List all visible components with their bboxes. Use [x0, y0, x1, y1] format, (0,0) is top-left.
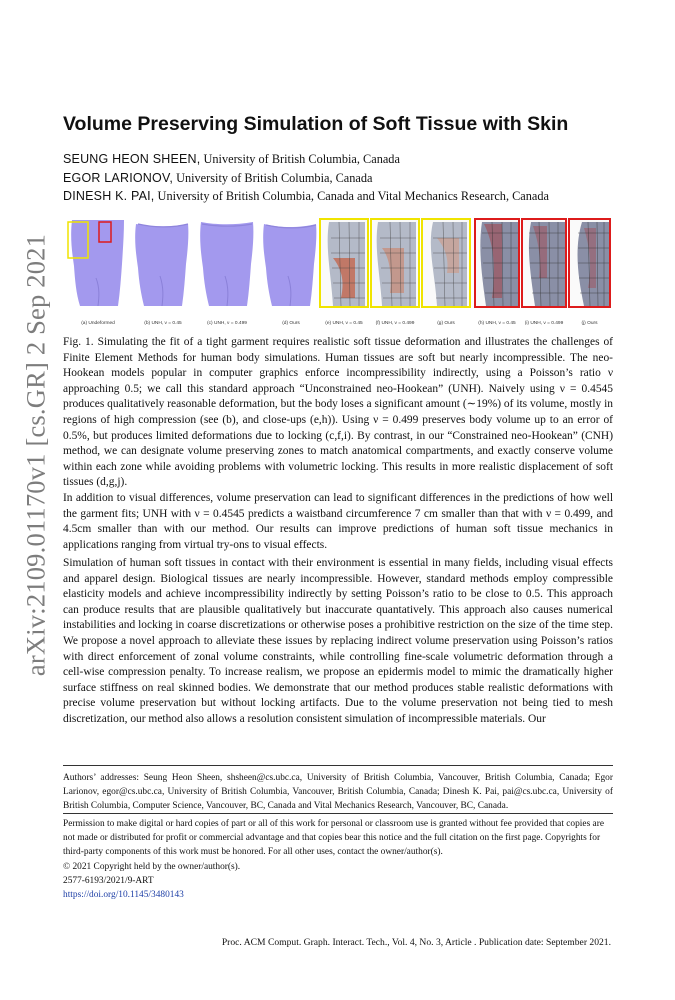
body-simulation-image: [132, 218, 194, 318]
panel-label: (g) Ours: [437, 321, 455, 326]
closeup-mesh-image: [319, 218, 369, 318]
panel-label: (e) UNH, ν = 0.45: [325, 321, 363, 326]
body-simulation-image: [196, 218, 258, 318]
closeup-mesh-image: [474, 218, 520, 318]
author-affiliation: University of British Columbia, Canada and Vital Mechanics Research, Canada: [154, 189, 549, 203]
doi-link[interactable]: https://doi.org/10.1145/3480143: [63, 890, 184, 901]
caption-paragraph: In addition to visual differences, volume preservation can lead to significant differences in the predictions of how well the garment fits; UNH with ν = 0.4545 predicts a waistband circumference 7 cm smaller than that with ν = 0.499, and 4.5cm smaller than with our method. Our results can improve predictions of human soft tissue mechanics in applications ranging from virtual try-ons to visual effects.: [63, 491, 613, 551]
closeup-mesh-image: [370, 218, 420, 318]
author-name: DINESH K. PAI,: [63, 189, 155, 203]
permission-notice: [63, 817, 613, 902]
copyright-notice: © 2021 Copyright held by the owner/author(s).: [63, 861, 241, 872]
closeup-mesh-image: [421, 218, 471, 318]
body-simulation-image: [260, 218, 322, 318]
author-affiliation: University of British Columbia, Canada: [200, 152, 400, 166]
panel-label: (c) UNH, ν = 0.499: [207, 321, 247, 326]
author-line: [63, 169, 549, 188]
author-line: [63, 187, 549, 206]
permission-divider: [63, 813, 613, 814]
author-name: SEUNG HEON SHEEN,: [63, 152, 201, 166]
abstract-paragraph: Simulation of human soft tissues in contact with their environment is essential in many fields, including visual effects and apparel design. Biological tissues are nearly incompressible. However, standard methods employ compressible elasticity models and achieve incompressibility indirectly by setting Poisson’s ratio to be close to 0.5. This approach can produce results that are plausible qualitatively but inaccurate quantatively. This approach also causes numerical instabilities and locking in coarse discretizations or otherwise poses a prohibitive restriction on the size of the time step. We propose a novel approach to alleviate these issues by replacing indirect volume preservation using Poisson’s ratios with direct enforcement of zonal volume constraints, while controlling fine-scale volumetric deformation through a cell-wise compression penalty. To increase realism, we propose an epidermis model to mimic the dramatically higher surface stiffness on real skinned bodies. We demonstrate that our method produces stable realistic deformations with precise volume preservation but without locking artifacts. Due to the volume preservation not being tied to mesh discretization, our method also allows a resolution consistent simulation of incompressible materials. Our: [63, 557, 613, 725]
teaser-figure: [66, 218, 611, 326]
figure-panel-g: [421, 218, 471, 326]
panel-label: (a) Undeformed: [81, 321, 115, 326]
panel-label: (h) UNH, ν = 0.45: [478, 321, 516, 326]
panel-label: (j) Ours: [581, 321, 598, 326]
abstract: [63, 556, 613, 728]
closeup-mesh-image: [568, 218, 611, 318]
author-addresses: Authors’ addresses: Seung Heon Sheen, shsheen@cs.ubc.ca, University of British Columbia, Vancouver, British Columbia, Canada; Egor Larionov, egor@cs.ubc.ca, University of British Columbia, Vancouver, British Columbia, Canada; Dinesh K. Pai, pai@cs.ubc.ca, University of British Columbia, Computer Science, Vancouver, BC, Canada and Vital Mechanics Research, Vancouver, BC, Canada.: [63, 773, 613, 812]
caption-paragraph: Fig. 1. Simulating the fit of a tight garment requires realistic soft tissue deformation and illustrates the challenges of Finite Element Methods for human body simulations. Human tissues are soft but nearly incompressible. The neo-Hookean models popular in computer graphics enforce incompressibility indirectly, using a Poisson’s ratio ν approaching 0.5; we call this standard approach “Unconstrained neo-Hookean” (UNH). Naively using ν = 0.4545 produces qualitatively reasonable deformation, but the body loses a significant amount (∼19%) of its volume, mostly in regions of high compression (see (b), and close-ups (e,h)). Using ν = 0.499 preserves body volume up to an error of 0.5%, but produces limited deformations due to locking (c,f,i). By contrast, in our “Constrained neo-Hookean” (CNH) method, we can designate volume preserving zones to match anatomical compartments, and exactly conserve volume within each zone while avoiding problems with volumetric locking. This results in more realistic displacement of soft tissues (d,g,j).: [63, 336, 613, 489]
figure-panel-f: [370, 218, 420, 326]
figure-caption: [63, 335, 613, 553]
issn: 2577-6193/2021/9-ART: [63, 875, 154, 886]
panel-label: (i) UNH, ν = 0.499: [524, 321, 564, 326]
arxiv-identifier: arXiv:2109.01170v1 [cs.GR] 2 Sep 2021: [20, 233, 51, 677]
author-list: [63, 150, 549, 206]
figure-panel-a: [66, 218, 130, 326]
arxiv-stamp: [14, 200, 58, 710]
panel-label: (b) UNH, ν = 0.45: [144, 321, 182, 326]
author-affiliation: University of British Columbia, Canada: [173, 170, 373, 185]
figure-panel-e: [319, 218, 369, 326]
figure-panel-j: [568, 218, 611, 326]
closeup-mesh-image: [521, 218, 567, 318]
figure-panel-b: [132, 218, 194, 326]
panel-label: (f) UNH, ν = 0.499: [375, 321, 415, 326]
author-line: [63, 150, 549, 169]
panel-label: (d) Ours: [282, 321, 300, 326]
figure-panel-d: [260, 218, 322, 326]
figure-panel-c: [196, 218, 258, 326]
undeformed-body-image: [66, 218, 130, 318]
permission-text: Permission to make digital or hard copies of part or all of this work for personal or classroom use is granted without fee provided that copies are not made or distributed for profit or commercial advantage and that copies bear this notice and the full citation on the first page. Copyrights for third-party components of this work must be honored. For all other uses, contact the owner/author(s).: [63, 819, 605, 858]
author-name: EGOR LARIONOV,: [63, 170, 174, 185]
footnote-divider: [63, 765, 613, 766]
figure-panel-i: [521, 218, 567, 326]
paper-title: Volume Preserving Simulation of Soft Tissue with Skin: [63, 113, 569, 135]
page-footer: Proc. ACM Comput. Graph. Interact. Tech., Vol. 4, No. 3, Article . Publication date: September 2021.: [221, 937, 611, 948]
figure-panel-h: [474, 218, 520, 326]
